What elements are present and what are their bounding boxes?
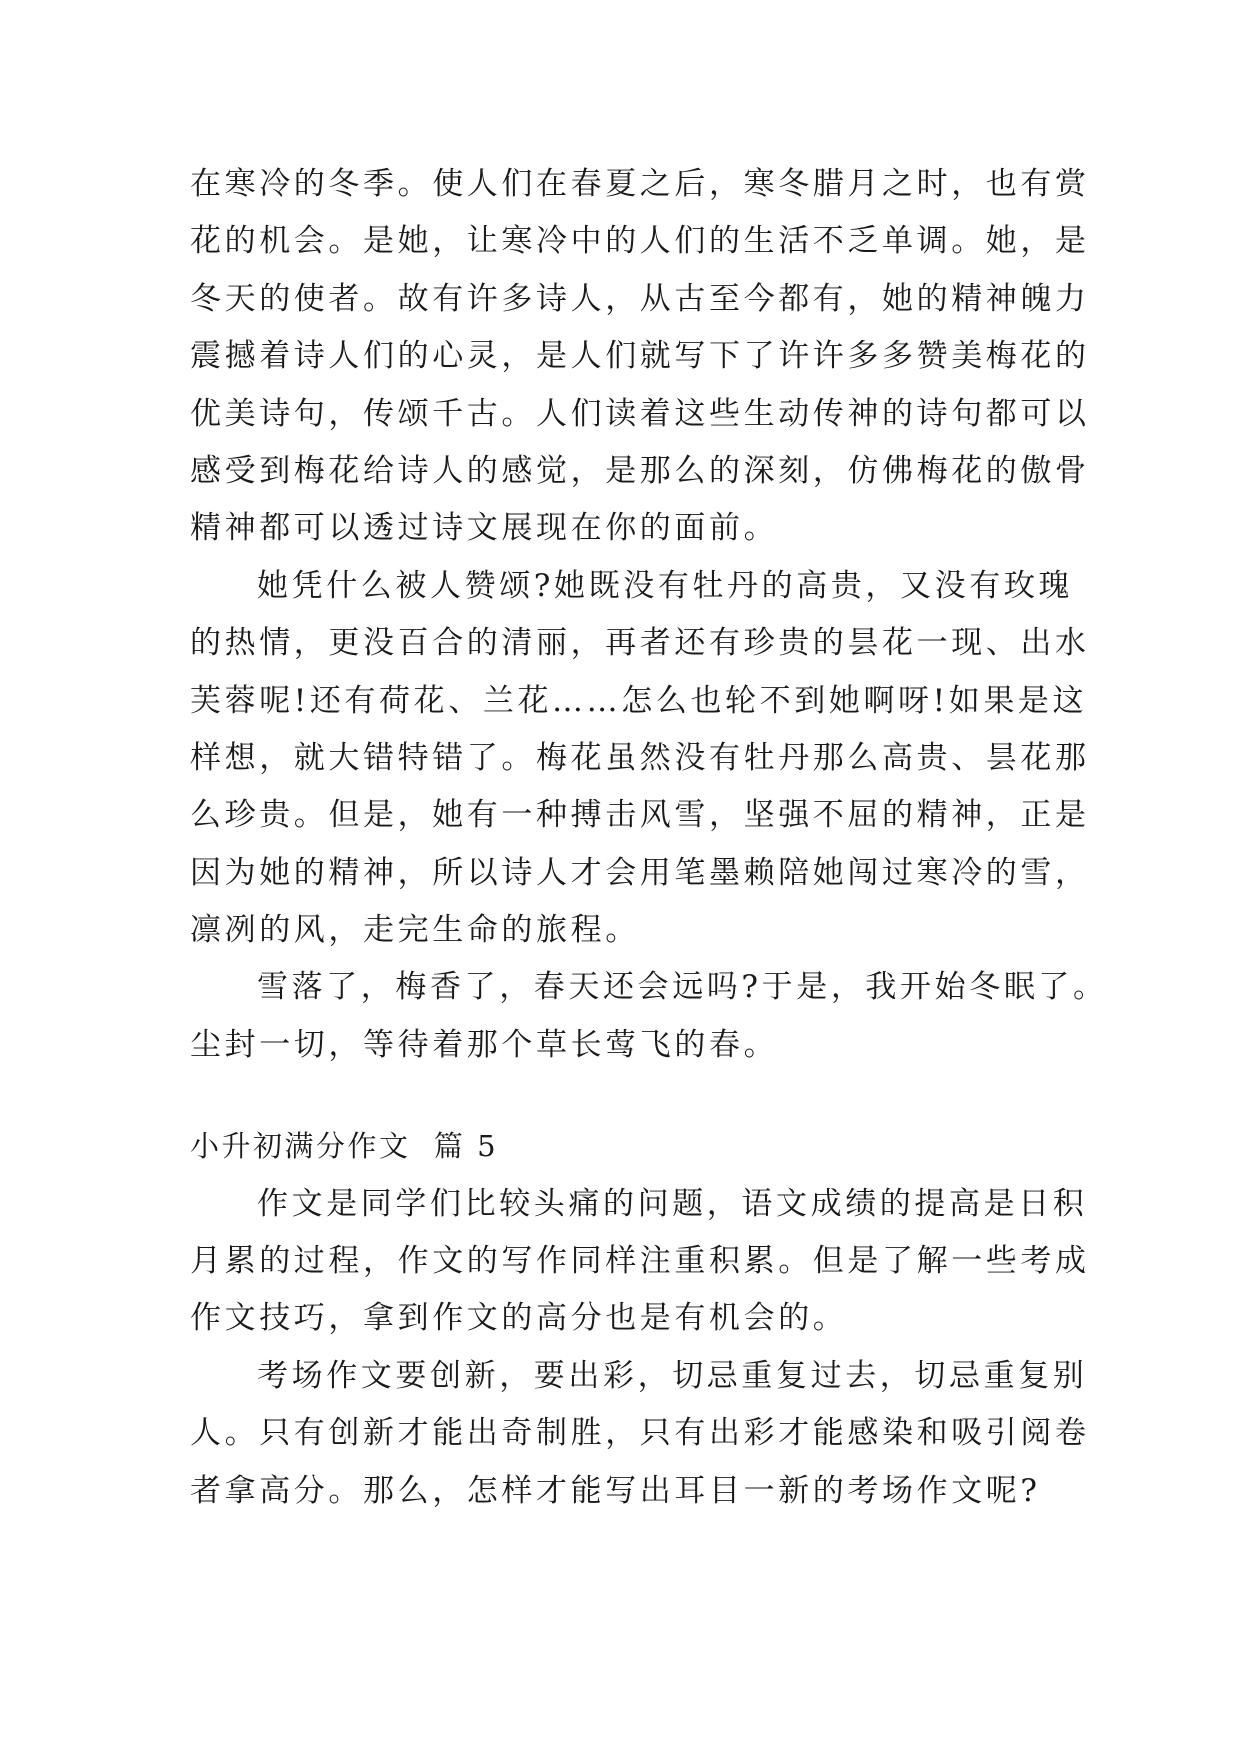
- paragraph: [190, 558, 1090, 960]
- text-line: 人。只有创新才能出奇制胜，只有出彩才能感染和吸引阅卷: [190, 1415, 1090, 1452]
- paragraph: [190, 959, 1108, 1074]
- section-heading: 小升初满分作文 篇 5: [190, 1129, 499, 1164]
- text-line: 者拿高分。那么，怎样才能写出耳目一新的考场作文呢?: [190, 1472, 1041, 1509]
- text-line: 月累的过程，作文的写作同样注重积累。但是了解一些考成: [190, 1243, 1090, 1280]
- text-line: 感受到梅花给诗人的感觉，是那么的深刻，仿佛梅花的傲骨: [190, 452, 1090, 489]
- text-line: 作文技巧，拿到作文的高分也是有机会的。: [190, 1300, 848, 1337]
- text-line: 花的机会。是她，让寒冷中的人们的生活不乏单调。她，是: [190, 223, 1090, 260]
- text-line: 因为她的精神，所以诗人才会用笔墨赖陪她闯过寒冷的雪，: [190, 854, 1090, 891]
- text-line: 雪落了，梅香了，春天还会远吗?于是，我开始冬眠了。: [257, 969, 1108, 1006]
- text-line: 她凭什么被人赞颂?她既没有牡丹的高贵，又没有玫瑰: [257, 567, 1074, 604]
- text-line: 在寒冷的冬季。使人们在春夏之后，寒冬腊月之时，也有赏: [190, 166, 1090, 202]
- text-line: 精神都可以透过诗文展现在你的面前。: [190, 510, 779, 547]
- paragraph: [190, 1176, 1090, 1348]
- text-line: 凛冽的风，走完生命的旅程。: [190, 912, 640, 949]
- text-line: 作文是同学们比较头痛的问题，语文成绩的提高是日积: [257, 1185, 1088, 1222]
- text-line: 优美诗句，传颂千古。人们读着这些生动传神的诗句都可以: [190, 395, 1090, 432]
- text-line: 尘封一切，等待着那个草长莺飞的春。: [190, 1026, 779, 1063]
- text-line: 考场作文要创新，要出彩，切忌重复过去，切忌重复别: [257, 1357, 1088, 1394]
- text-line: 震撼着诗人们的心灵，是人们就写下了许许多多赞美梅花的: [190, 338, 1090, 375]
- document-body: [190, 156, 1108, 1520]
- text-line: 样想，就大错特错了。梅花虽然没有牡丹那么高贵、昙花那: [190, 739, 1090, 776]
- text-line: 冬天的使者。故有许多诗人，从古至今都有，她的精神魄力: [190, 280, 1090, 317]
- text-line: 的热情，更没百合的清丽，再者还有珍贵的昙花一现、出水: [190, 625, 1090, 662]
- paragraph: [190, 1348, 1090, 1520]
- paragraph: [190, 156, 1090, 558]
- text-line: 么珍贵。但是，她有一种搏击风雪，坚强不屈的精神，正是: [190, 797, 1090, 834]
- text-line: 芙蓉呢!还有荷花、兰花……怎么也轮不到她啊呀!如果是这: [190, 682, 1088, 719]
